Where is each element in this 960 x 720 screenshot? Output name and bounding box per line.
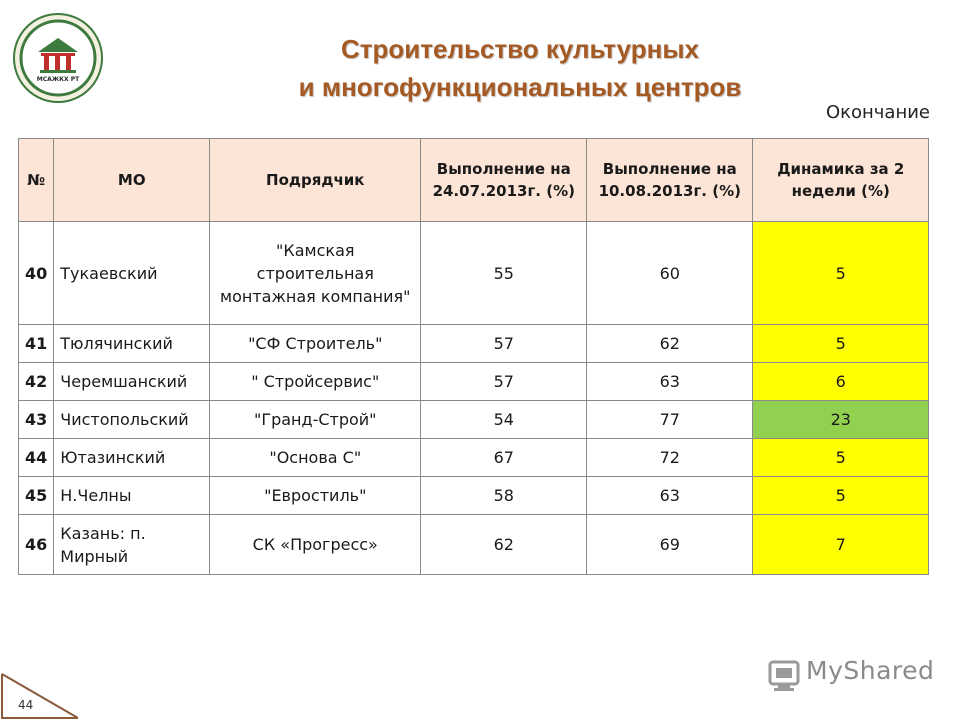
row-mo: Ютазинский <box>54 439 210 477</box>
table-row <box>19 515 929 575</box>
row-dynamics: 5 <box>753 477 929 515</box>
title-line-1: Строительство культурных <box>341 34 699 64</box>
row-contractor: "Камская строительная монтажная компания" <box>210 222 421 325</box>
organization-logo <box>12 12 104 104</box>
row-exec-1: 58 <box>421 477 587 515</box>
row-contractor: "Евростиль" <box>210 477 421 515</box>
row-num: 44 <box>19 439 54 477</box>
row-mo: Казань: п. Мирный <box>54 515 210 575</box>
row-num: 42 <box>19 363 54 401</box>
row-exec-1: 57 <box>421 325 587 363</box>
row-mo: Тюлячинский <box>54 325 210 363</box>
row-contractor: СК «Прогресс» <box>210 515 421 575</box>
row-exec-1: 62 <box>421 515 587 575</box>
table-row <box>19 401 929 439</box>
watermark-logo <box>766 656 806 696</box>
row-num: 43 <box>19 401 54 439</box>
slide-number: 44 <box>18 698 34 712</box>
header-exec-1: Выполнение на 24.07.2013г. (%) <box>421 139 587 222</box>
row-contractor: "СФ Строитель" <box>210 325 421 363</box>
row-mo: Чистопольский <box>54 401 210 439</box>
page-title <box>150 30 890 106</box>
table-row <box>19 363 929 401</box>
row-mo: Тукаевский <box>54 222 210 325</box>
slide-number-corner <box>0 672 80 720</box>
construction-table <box>18 138 929 575</box>
row-dynamics: 5 <box>753 222 929 325</box>
row-dynamics: 23 <box>753 401 929 439</box>
row-mo: Н.Челны <box>54 477 210 515</box>
header-contractor: Подрядчик <box>210 139 421 222</box>
row-dynamics: 7 <box>753 515 929 575</box>
row-num: 46 <box>19 515 54 575</box>
row-contractor: "Гранд-Строй" <box>210 401 421 439</box>
row-exec-2: 62 <box>587 325 753 363</box>
row-dynamics: 5 <box>753 325 929 363</box>
header-exec-2: Выполнение на 10.08.2013г. (%) <box>587 139 753 222</box>
row-contractor: " Стройсервис" <box>210 363 421 401</box>
table-row <box>19 325 929 363</box>
table-row <box>19 439 929 477</box>
page-subtitle: Окончание <box>825 102 930 123</box>
header-num: № <box>19 139 54 222</box>
row-exec-2: 63 <box>587 477 753 515</box>
title-line-2: и многофункциональных центров <box>298 72 742 102</box>
logo-text: МСАЖКХ РТ <box>36 76 80 83</box>
row-num: 41 <box>19 325 54 363</box>
row-exec-1: 55 <box>421 222 587 325</box>
row-exec-2: 63 <box>587 363 753 401</box>
row-dynamics: 6 <box>753 363 929 401</box>
row-exec-1: 54 <box>421 401 587 439</box>
row-mo: Черемшанский <box>54 363 210 401</box>
row-num: 45 <box>19 477 54 515</box>
row-exec-2: 60 <box>587 222 753 325</box>
row-contractor: "Основа С" <box>210 439 421 477</box>
header-row <box>19 139 929 222</box>
row-dynamics: 5 <box>753 439 929 477</box>
row-num: 40 <box>19 222 54 325</box>
row-exec-2: 72 <box>587 439 753 477</box>
row-exec-2: 69 <box>587 515 753 575</box>
header-mo: МО <box>54 139 210 222</box>
table-row <box>19 222 929 325</box>
row-exec-2: 77 <box>587 401 753 439</box>
header-dynamics: Динамика за 2 недели (%) <box>753 139 929 222</box>
watermark-text: MyShared <box>806 656 935 685</box>
table-row <box>19 477 929 515</box>
row-exec-1: 57 <box>421 363 587 401</box>
row-exec-1: 67 <box>421 439 587 477</box>
